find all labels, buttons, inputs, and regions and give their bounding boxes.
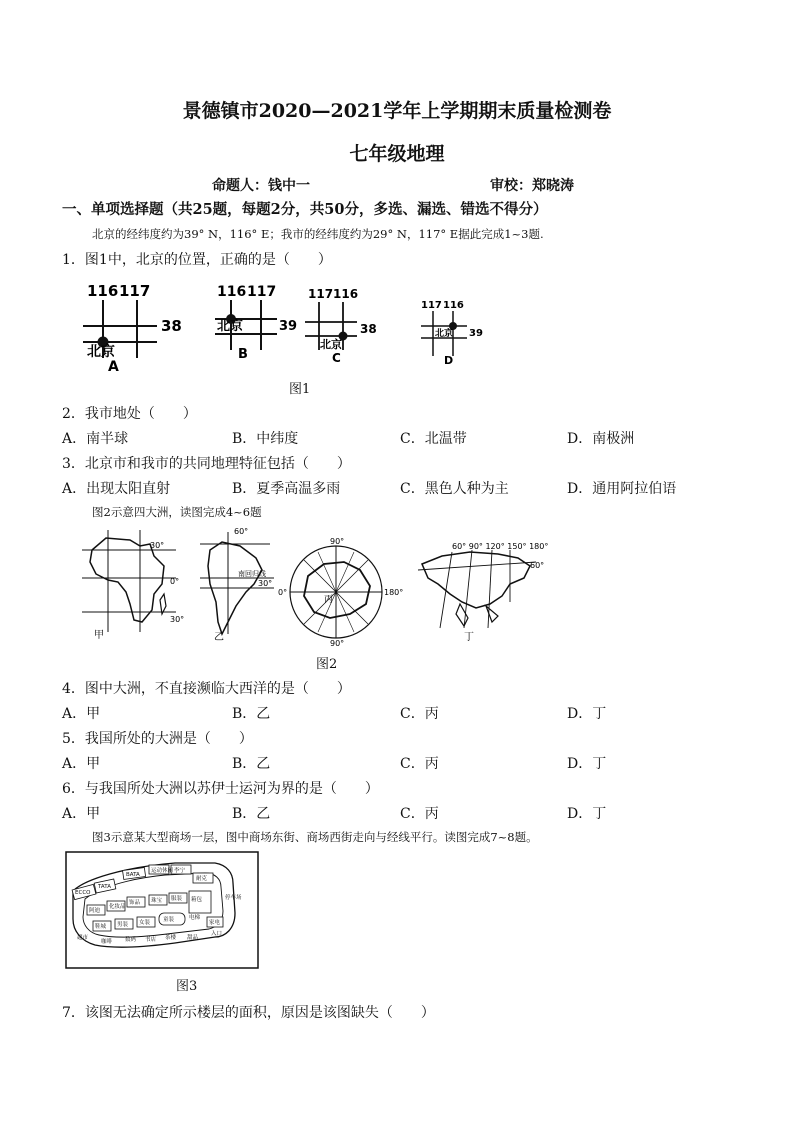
shop-label-18: 数码: [125, 937, 137, 943]
q3-option-d[interactable]: D．通用阿拉伯语: [567, 481, 677, 497]
shop-label-19: 书店: [145, 937, 157, 943]
panel-d-lon2: 116: [443, 300, 464, 311]
shop-label-14: 童装: [163, 917, 175, 923]
panel-a-lon1: 116: [87, 282, 119, 300]
shop-label-5: 耐克: [196, 876, 208, 882]
ding-lat60: 60°: [530, 561, 545, 570]
q3-option-c[interactable]: C．黑色人种为主: [400, 481, 509, 497]
panel-b-lat: 39: [279, 319, 298, 334]
continent-jia: [82, 530, 184, 641]
question-3: 3．北京市和我市的共同地理特征包括（ ）: [62, 456, 351, 472]
section-heading: 一、单项选择题（共25题，每题2分，共50分，多选、漏选、错选不得分）: [62, 201, 548, 218]
exam-title: 景德镇市2020—2021学年上学期期末质量检测卷: [182, 100, 612, 122]
panel-c-lat: 38: [360, 322, 377, 336]
continent-ding: [418, 542, 548, 643]
q5-option-a[interactable]: A．甲: [62, 756, 101, 772]
panel-d-lat: 39: [469, 328, 483, 339]
question-4: 4．图中大洲，不直接濒临大西洋的是（ ）: [62, 681, 351, 697]
shop-label-1: TATA: [98, 884, 111, 890]
ding-lon-labels: 60° 90° 120° 150° 180°: [452, 542, 548, 551]
question-2: 2．我市地处（ ）: [62, 406, 197, 422]
shop-label-21: 入口: [211, 931, 223, 937]
shop-label-0: ECCO: [75, 890, 91, 896]
exam-subtitle: 七年级地理: [349, 143, 445, 165]
figure-3-caption: 图3: [176, 979, 198, 994]
shop-label-2: BATA: [126, 872, 140, 878]
q5-option-c[interactable]: C．丙: [400, 756, 439, 772]
q5-option-d[interactable]: D．丁: [567, 756, 607, 772]
panel-d-city: 北京: [435, 329, 454, 339]
q5-option-b[interactable]: B．乙: [232, 756, 271, 772]
figure1-panel-a: [83, 282, 182, 375]
q6-option-a[interactable]: A．甲: [62, 806, 101, 822]
yi-lat30: 30°: [258, 579, 273, 588]
author-credit: 命题人：钱中一: [212, 178, 310, 194]
figure-2-caption: 图2: [316, 657, 338, 672]
q6-option-d[interactable]: D．丁: [567, 806, 607, 822]
q4-option-b[interactable]: B．乙: [232, 706, 271, 722]
shop-label-23: 咖啡: [101, 939, 113, 945]
ding-label: 丁: [464, 632, 474, 643]
shop-label-15: 箱包: [191, 897, 203, 903]
jia-label: 甲: [94, 630, 104, 641]
figure-2-intro: 图2示意四大洲，读图完成4~6题: [92, 505, 262, 519]
shop-label-20: 茶楼: [165, 935, 177, 941]
shop-label-6: 阿迪: [89, 908, 101, 914]
bing-180: 180°: [384, 588, 404, 597]
continent-yi: [200, 527, 274, 643]
q3-option-b[interactable]: B．夏季高温多雨: [232, 481, 341, 497]
question-5: 5．我国所处的大洲是（ ）: [62, 731, 253, 747]
shop-label-22: 停车场: [225, 895, 242, 901]
q2-option-c[interactable]: C．北温带: [400, 431, 467, 447]
q3-option-a[interactable]: A．出现太阳直射: [62, 481, 171, 497]
q6-option-c[interactable]: C．丙: [400, 806, 439, 822]
q6-option-b[interactable]: B．乙: [232, 806, 271, 822]
yi-label: 乙: [214, 632, 224, 643]
yi-tropic: 南回归线: [238, 570, 266, 578]
panel-b-lon1: 116: [217, 284, 247, 300]
continent-bing: [278, 537, 403, 647]
shop-label-7: 化妆品: [109, 904, 126, 910]
shop-label-25: 电梯: [189, 915, 201, 921]
panel-b-letter: B: [238, 347, 248, 362]
jia-lat30s: 30°: [170, 615, 185, 624]
question-6: 6．与我国所处大洲以苏伊士运河为界的是（ ）: [62, 781, 379, 797]
panel-c-lon1: 117: [308, 287, 334, 301]
bing-90-top: 90°: [330, 537, 345, 546]
bing-90-bottom: 90°: [330, 639, 345, 647]
q4-option-a[interactable]: A．甲: [62, 706, 101, 722]
figure-1-caption: 图1: [289, 382, 311, 397]
q2-option-b[interactable]: B．中纬度: [232, 431, 299, 447]
panel-b-city: 北京: [217, 319, 244, 334]
shop-label-17: 超市: [77, 935, 89, 941]
bing-label: 丙: [324, 595, 334, 605]
q2-option-d[interactable]: D．南极洲: [567, 431, 635, 447]
panel-d-lon1: 117: [421, 300, 442, 311]
q4-option-d[interactable]: D．丁: [567, 706, 607, 722]
q2-option-a[interactable]: A．南半球: [62, 431, 129, 447]
shop-label-13: 女装: [139, 920, 151, 926]
panel-a-lon2: 117: [119, 282, 151, 300]
figure-3: [65, 851, 259, 969]
question-1: 1．图1中，北京的位置，正确的是（ ）: [62, 252, 332, 268]
bing-0: 0°: [278, 588, 288, 597]
shop-label-3: 运动休闲: [151, 868, 174, 874]
figure-3-intro: 图3示意某大型商场一层，图中商场东街、商场西街走向与经线平行。读图完成7~8题。: [92, 830, 538, 844]
yi-lat60: 60°: [234, 527, 249, 536]
panel-c-letter: C: [332, 351, 341, 365]
panel-d-letter: D: [444, 354, 454, 367]
shop-label-12: 男装: [117, 922, 129, 928]
q4-option-c[interactable]: C．丙: [400, 706, 439, 722]
panel-a-lat: 38: [161, 317, 182, 335]
shop-label-24: 甜品: [187, 935, 199, 941]
figure-2: [78, 522, 548, 647]
panel-a-city: 北京: [87, 344, 115, 360]
shop-label-10: 服装: [171, 896, 183, 902]
question-7: 7．该图无法确定所示楼层的面积，原因是该图缺失（ ）: [62, 1005, 435, 1021]
panel-c-lon2: 116: [333, 287, 359, 301]
figure1-panel-c: [305, 287, 377, 365]
shop-label-16: 家电: [209, 920, 221, 926]
shop-label-4: 李宁: [174, 868, 186, 874]
section-intro: 北京的经纬度约为39° N，116° E；我市的经纬度约为29° N，117° E据此完成1~3题.: [92, 227, 544, 241]
figure-1: [75, 278, 495, 378]
panel-a-letter: A: [108, 359, 119, 375]
shop-label-11: 鞋城: [95, 924, 107, 930]
figure1-panel-b: [215, 284, 297, 362]
jia-lat30: 30°: [150, 541, 165, 550]
shop-label-8: 饰品: [129, 900, 141, 906]
shop-label-9: 珠宝: [151, 898, 163, 904]
panel-c-city: 北京: [320, 338, 342, 351]
figure1-panel-d: [421, 300, 483, 367]
reviewer-credit: 审校：郑晓涛: [490, 178, 574, 194]
jia-lat0: 0°: [170, 577, 180, 586]
panel-b-lon2: 117: [247, 284, 277, 300]
